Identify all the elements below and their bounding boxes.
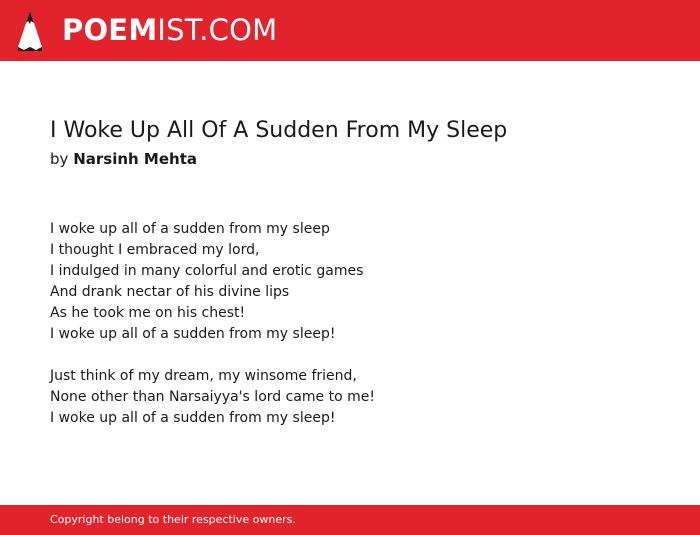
- logo-bold-text: POEM: [62, 13, 158, 47]
- site-header: [0, 0, 700, 61]
- byline: [50, 148, 197, 170]
- logo-light-text: IST.COM: [157, 13, 278, 47]
- site-logo[interactable]: [62, 12, 277, 48]
- poem-line: I indulged in many colorful and erotic games: [50, 263, 364, 279]
- author-name: Narsinh Mehta: [73, 150, 197, 168]
- poem-line: As he took me on his chest!: [50, 305, 246, 321]
- pencil-mountain-icon[interactable]: [17, 9, 43, 52]
- poem-line: Just think of my dream, my winsome friend,: [50, 368, 357, 384]
- poem-line: And drank nectar of his divine lips: [50, 284, 290, 300]
- poem-body: [50, 219, 375, 450]
- site-footer: [0, 505, 700, 535]
- stanza: [50, 219, 375, 345]
- stanza: [50, 366, 375, 429]
- poem-line: I woke up all of a sudden from my sleep!: [50, 326, 336, 342]
- copyright-text: Copyright belong to their respective owners.: [50, 513, 296, 526]
- poem-line: None other than Narsaiyya's lord came to me!: [50, 389, 375, 405]
- poem-title: I Woke Up All Of A Sudden From My Sleep: [50, 118, 508, 143]
- poem-line: I thought I embraced my lord,: [50, 242, 260, 258]
- poem-line: I woke up all of a sudden from my sleep!: [50, 410, 336, 426]
- poem-line: I woke up all of a sudden from my sleep: [50, 221, 330, 237]
- by-label: by: [50, 150, 69, 168]
